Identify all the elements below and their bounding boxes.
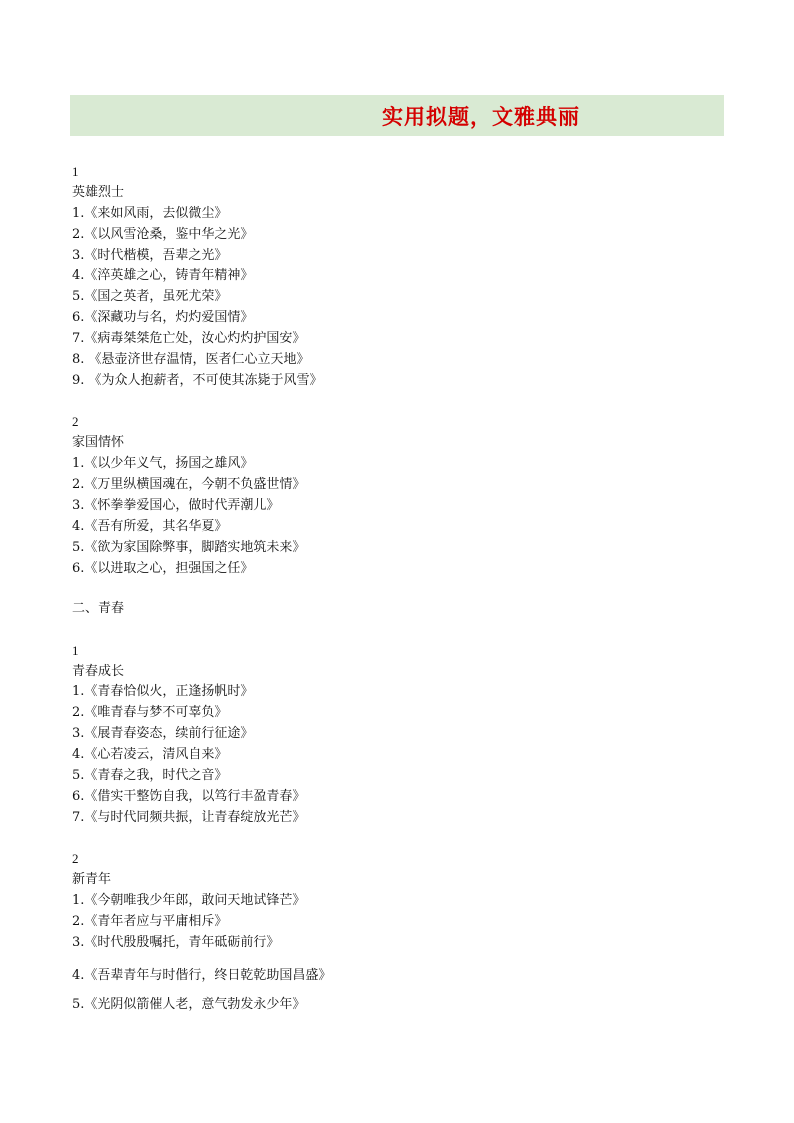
list-item: 1.《青春恰似火，正逢扬帆时》 [72, 684, 254, 699]
list-item: 1.《今朝唯我少年郎，敢问天地试锋芒》 [72, 893, 306, 908]
list-item: 6.《借实干整饬自我，以笃行丰盈青春》 [72, 789, 306, 804]
list-item: 6.《以进取之心，担强国之任》 [72, 561, 254, 576]
list-item: 5.《青春之我，时代之音》 [72, 768, 228, 783]
list-item: 4.《心若凌云，清风自来》 [72, 747, 228, 762]
list-item: 8. 《悬壶济世存温情，医者仁心立天地》 [72, 352, 310, 367]
section-number: 1 [72, 164, 79, 179]
list-item: 4.《吾辈青年与时偕行，终日乾乾助国昌盛》 [72, 968, 332, 983]
list-item: 3.《展青春姿态，续前行征途》 [72, 726, 254, 741]
list-item: 1.《来如风雨，去似微尘》 [72, 206, 228, 221]
list-item: 2.《以风雪沧桑，鉴中华之光》 [72, 227, 254, 242]
section-number: 2 [72, 851, 79, 866]
list-item: 4.《淬英雄之心，铸青年精神》 [72, 268, 254, 283]
section-number: 1 [72, 643, 79, 658]
part-heading: 二、青春 [72, 601, 125, 616]
list-item: 3.《时代楷模，吾辈之光》 [72, 248, 228, 263]
list-item: 3.《时代殷殷嘱托，青年砥砺前行》 [72, 935, 280, 950]
list-item: 7.《与时代同频共振，让青春绽放光芒》 [72, 810, 306, 825]
list-item: 9. 《为众人抱薪者，不可使其冻毙于风雪》 [72, 373, 323, 388]
page-title: 实用拟题，文雅典丽 [382, 104, 580, 129]
list-item: 4.《吾有所爱，其名华夏》 [72, 519, 228, 534]
section-heading: 英雄烈士 [72, 185, 125, 200]
list-item: 5.《国之英者，虽死尤荣》 [72, 289, 228, 304]
section-heading: 家国情怀 [72, 435, 125, 450]
title-banner [70, 95, 724, 136]
list-item: 7.《病毒桀桀危亡处，汝心灼灼护国安》 [72, 331, 306, 346]
section-heading: 青春成长 [72, 664, 125, 679]
list-item: 6.《深藏功与名，灼灼爱国情》 [72, 310, 254, 325]
list-item: 5.《欲为家国除弊事，脚踏实地筑未来》 [72, 540, 306, 555]
list-item: 3.《怀拳拳爱国心，做时代弄潮儿》 [72, 498, 280, 513]
list-item: 2.《唯青春与梦不可辜负》 [72, 705, 228, 720]
list-item: 2.《万里纵横国魂在，今朝不负盛世情》 [72, 477, 306, 492]
list-item: 5.《光阴似箭催人老，意气勃发永少年》 [72, 997, 306, 1012]
list-item: 1.《以少年义气，扬国之雄风》 [72, 456, 254, 471]
list-item: 2.《青年者应与平庸相斥》 [72, 914, 228, 929]
section-number: 2 [72, 414, 79, 429]
section-heading: 新青年 [72, 872, 112, 887]
